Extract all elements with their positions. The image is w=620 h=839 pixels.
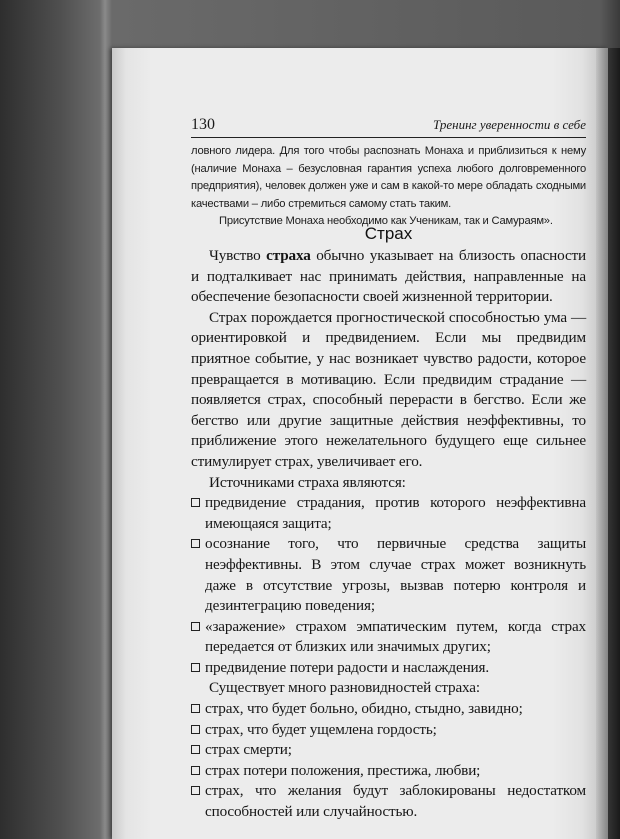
section-body [191,246,586,823]
kinds-list [191,699,586,823]
list-item-text: осознание того, что первичные средства защиты неэффективны. В этом случае страх может возникнуть даже в отсутствие угрозы, вызвав потерю контроля и дезинтеграцию поведения; [205,535,586,615]
list-item [191,740,586,761]
list-item [191,699,586,720]
section-title: Страх [364,224,413,243]
list-item-text: страх, что будет ущемлена гордость; [205,720,437,738]
running-title: Тренинг уверенности в себе [432,117,586,132]
checkbox-bullet-icon [191,498,200,507]
list-item-text: страх смерти; [205,741,292,759]
page-number: 130 [191,116,215,133]
checkbox-bullet-icon [191,745,200,754]
list-item [191,493,586,534]
quote-block [191,143,586,231]
sources-list [191,493,586,678]
checkbox-bullet-icon [191,704,200,713]
list-item-text: страх, что будет больно, обидно, стыдно, завидно; [205,700,523,718]
list-item [191,720,586,741]
running-header [191,113,586,138]
intro-text: обычно указывает на близость опасности и подталкивает нас принимать действия, направленные на обеспечение безопасности своей жизненной территории. [191,247,587,306]
list-item-text: предвидение потери радости и наслаждения. [205,658,490,676]
checkbox-bullet-icon [191,663,200,672]
intro-bold-term: страха [266,247,311,264]
list-item [191,781,586,822]
intro-paragraph [191,246,586,308]
checkbox-bullet-icon [191,786,200,795]
sources-intro: Источниками страха являются: [209,473,406,491]
checkbox-bullet-icon [191,766,200,775]
checkbox-bullet-icon [191,539,200,548]
intro-text: Чувство [209,247,267,264]
list-item [191,761,586,782]
list-item-text: предвидение страдания, против которого неэффективна имеющаяся защита; [205,494,586,532]
list-item-text: страх потери положения, престижа, любви; [205,761,481,779]
list-item [191,617,586,658]
quote-paragraph: ловного лидера. Для того чтобы распознать Монаха и приблизиться к нему (наличие Монаха – безусловная гарантия успеха любого долговременного предприятия), человек должен уже и сам в какой-то мере обладать сходными качествами – либо стремиться самому стать таким. [191,145,586,210]
checkbox-bullet-icon [191,725,200,734]
quote-paragraph: Присутствие Монаха необходимо как Ученикам, так и Самураям». [219,215,553,228]
list-item-text: страх, что желания будут заблокированы недостатком способностей или случайностью. [205,782,586,821]
page-edge-shadow [596,48,620,839]
body-paragraph: Страх порождается прогностической способностью ума — ориентировкой и предвидением. Если мы предвидим приятное событие, у нас возникает чувство радости, которое превращается в мотивацию. Если предвидим страдание — появляется страх, способный перерасти в бегство. Если же бегство или другие защитные действия неэффективны, то приближение этого нежелательного будущего еще сильнее стимулирует страх, увеличивает его. [191,308,586,470]
list-item-text: «заражение» страхом эмпатическим путем, когда страх передается от близких или значимых других; [205,617,586,656]
checkbox-bullet-icon [191,622,200,631]
list-item [191,658,586,679]
kinds-intro: Существует много разновидностей страха: [209,679,480,697]
list-item [191,534,586,616]
